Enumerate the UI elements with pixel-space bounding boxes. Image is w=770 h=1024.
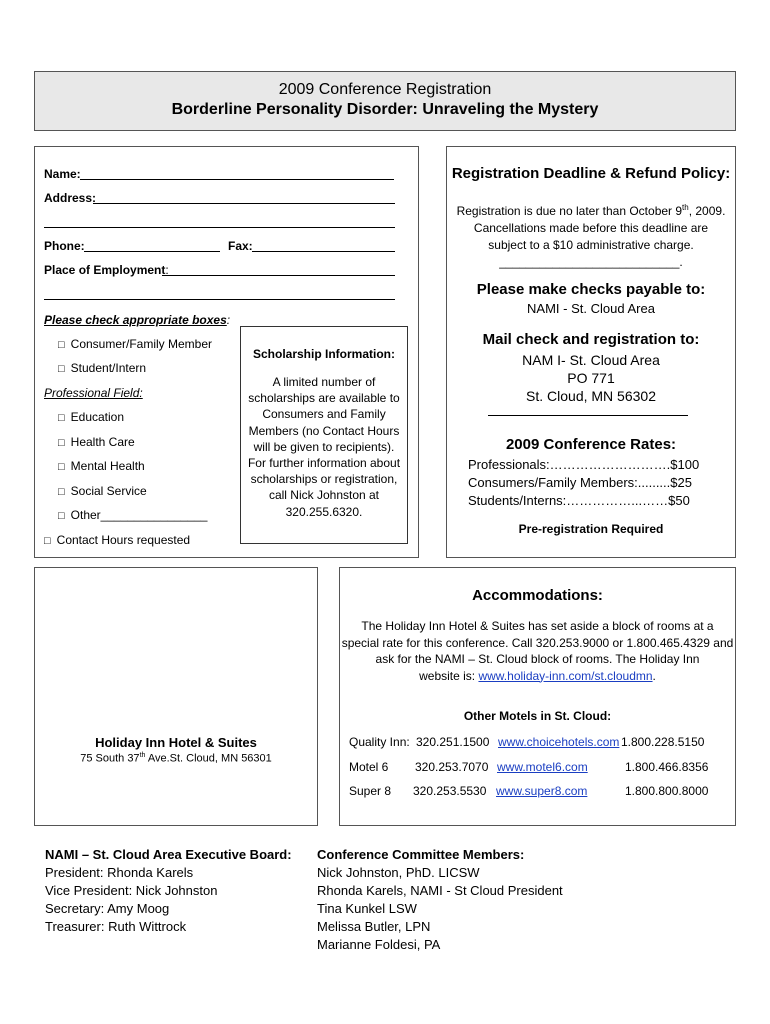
checkbox-health-care[interactable]: □ Health Care — [58, 435, 135, 449]
name-field[interactable] — [80, 179, 394, 180]
hotel-address: 75 South 37th Ave.St. Cloud, MN 56301 — [80, 752, 272, 765]
checkbox-other[interactable]: □ Other________________ — [58, 508, 208, 522]
motel-row: Quality Inn: 320.251.1500 www.choicehotels.com 1.800.228.5150 — [349, 735, 705, 749]
motel-link[interactable]: www.super8.com — [496, 784, 588, 798]
scholarship-text: A limited number of scholarships are available to Consumers and Family Members (no Contact Hours will be given to recipients). For further information about scholarships or registration, call Nick Johnston at 320.255.6320. — [247, 375, 401, 519]
mail-title: Mail check and registration to: — [482, 331, 700, 348]
page-header — [34, 71, 736, 131]
address-field[interactable] — [93, 203, 395, 204]
hotel-box — [34, 567, 318, 826]
check-boxes-instruction: Please check appropriate boxes: — [44, 313, 231, 327]
checkbox-consumer[interactable]: □ Consumer/Family Member — [58, 337, 213, 351]
checkbox-education[interactable]: □ Education — [58, 410, 125, 424]
payable-title: Please make checks payable to: — [476, 281, 706, 298]
address-field-line2[interactable] — [44, 227, 395, 228]
fax-field[interactable] — [252, 251, 395, 252]
rates-list: Professionals:……………………….$100 Consumers/Family Members:.........$25 Students/Interns:……………...……$50 — [468, 457, 700, 508]
committee-members: Conference Committee Members: Nick Johnston, PhD. LICSW Rhonda Karels, NAMI - St Cloud President Tina Kunkel LSW Melissa Butler, LPN Marianne Foldesi, PA — [317, 847, 563, 952]
hotel-name: Holiday Inn Hotel & Suites — [95, 735, 257, 750]
employment-field[interactable] — [162, 275, 395, 276]
employment-label: Place of Employment: — [44, 263, 169, 277]
checkbox-contact-hours[interactable]: □ Contact Hours requested — [44, 533, 191, 547]
address-label: Address: — [44, 191, 97, 205]
header-subtitle: Borderline Personality Disorder: Unraveling the Mystery — [171, 101, 599, 118]
deadline-title: Registration Deadline & Refund Policy: — [451, 165, 731, 182]
rates-title: 2009 Conference Rates: — [505, 436, 677, 453]
header-title: 2009 Conference Registration — [278, 81, 492, 98]
fax-label: Fax: — [228, 239, 253, 253]
other-motels-title: Other Motels in St. Cloud: — [463, 709, 612, 723]
executive-board: NAMI – St. Cloud Area Executive Board: President: Rhonda Karels Vice President: Nick Johnston Secretary: Amy Moog Treasurer: Ruth Wittrock — [45, 847, 292, 934]
checkbox-social-service[interactable]: □ Social Service — [58, 484, 147, 498]
payable-name: NAMI - St. Cloud Area — [527, 301, 655, 316]
name-label: Name: — [44, 167, 81, 181]
motel-link[interactable]: www.choicehotels.com — [498, 735, 620, 749]
accommodations-title: Accommodations: — [472, 587, 603, 604]
employment-field-line2[interactable] — [44, 299, 395, 300]
phone-field[interactable] — [84, 251, 220, 252]
divider-line — [488, 415, 688, 416]
motel-row: Motel 6 320.253.7070 www.motel6.com 1.800.466.8356 — [349, 760, 709, 774]
accommodations-text: The Holiday Inn Hotel & Suites has set aside a block of rooms at a special rate for this conference. Call 320.253.9000 or 1.800.465.4329 and ask for the NAMI – St. Cloud block of rooms. The Holiday Inn website is: www.holiday-inn.com/st.cloudmn. — [341, 619, 734, 683]
checkbox-mental-health[interactable]: □ Mental Health — [58, 459, 145, 473]
professional-field-label: Professional Field: — [44, 386, 143, 400]
holiday-inn-link[interactable]: www.holiday-inn.com/st.cloudmn — [478, 668, 653, 683]
checkbox-student[interactable]: □ Student/Intern — [58, 361, 147, 375]
scholarship-title: Scholarship Information: — [252, 347, 395, 361]
deadline-text: Registration is due no later than October 9th, 2009. Cancellations made before this deadline are subject to a $10 administrative charge. ___________________________. — [456, 203, 726, 269]
motel-row: Super 8 320.253.5530 www.super8.com 1.800.800.8000 — [349, 784, 709, 798]
mail-address: NAM I- St. Cloud Area PO 771 St. Cloud, MN 56302 — [522, 352, 660, 404]
phone-label: Phone: — [44, 239, 85, 253]
motel-link[interactable]: www.motel6.com — [497, 760, 588, 774]
rates-note: Pre-registration Required — [518, 522, 664, 536]
